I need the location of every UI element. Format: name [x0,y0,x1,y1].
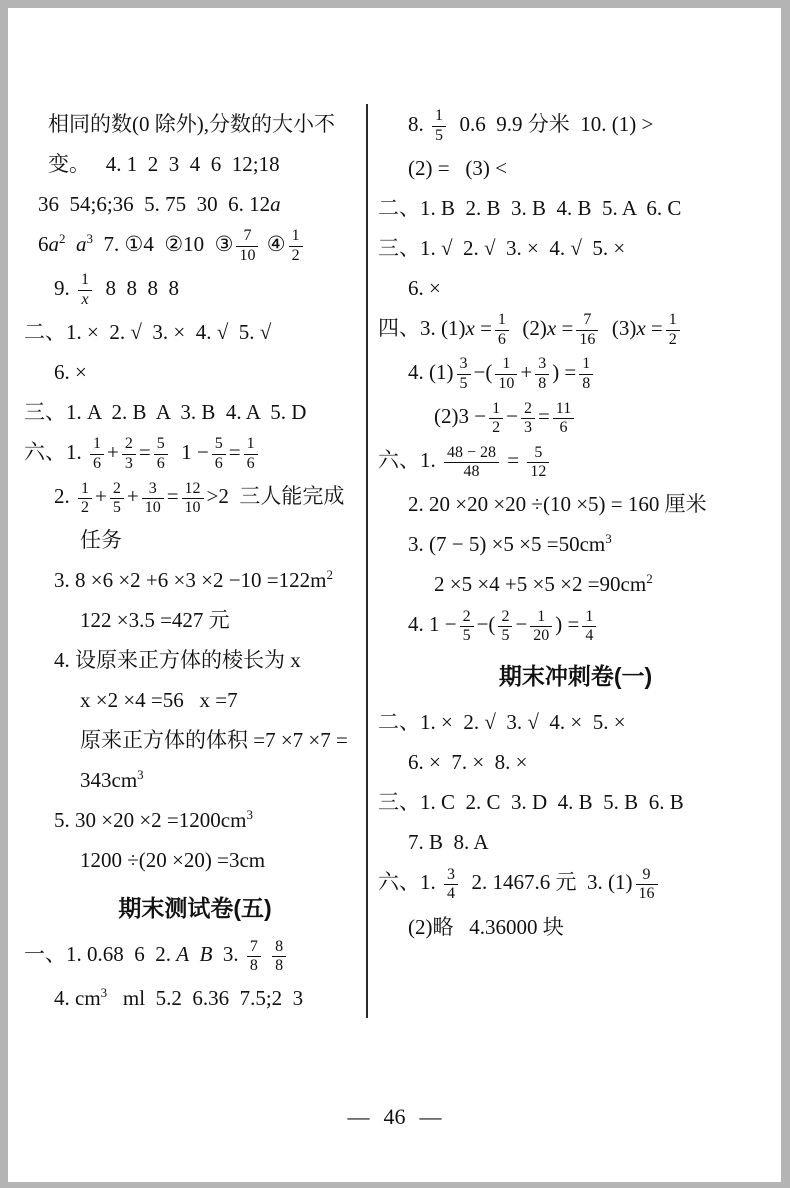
answer-line [54,640,366,680]
italic-text-run: B [199,942,213,967]
text-run: − [506,404,518,429]
text-run: 二、1. B 2. B 3. B 4. B 5. A 6. C [378,196,682,221]
answer-line [80,760,366,800]
fraction: $\frac{1}{20}$ [530,608,552,646]
fraction: $\frac{2}{5}$ [460,608,474,646]
superscript: 2 [646,571,653,587]
text-run: 3. (7 − 5) ×5 ×5 =50cm [408,532,606,557]
text-run: = [228,440,241,465]
answer-line [408,524,773,564]
answer-line [378,862,773,906]
footer-dash-left: — [347,1104,370,1129]
answer-line [54,352,366,392]
italic-text-run: x [465,316,475,341]
answer-line [408,604,773,648]
text-run: 5. 30 ×20 ×2 =1200cm [54,808,247,833]
text-run: −( [476,612,496,637]
text-run: 343cm [80,768,138,793]
answer-line [80,720,366,760]
fraction: $\frac{3}{4}$ [444,866,458,904]
fraction: $\frac{48 - 28}{48}$ [444,444,499,482]
text-run: 期末冲刺卷(一) [498,663,653,690]
fraction: $\frac{2}{5}$ [110,480,124,518]
text-run: 1200 ÷(20 ×20) =3cm [80,848,266,873]
text-run: 6. × [54,360,87,385]
text-run: = [537,404,550,429]
fraction: $\frac{5}{6}$ [154,435,168,473]
answer-line [408,742,773,782]
text-run: 6. × [408,276,441,301]
fraction: $\frac{1}{2}$ [289,227,303,265]
superscript: 2 [326,567,333,583]
text-run: = [138,440,151,465]
fraction: $\frac{7}{16}$ [576,311,598,349]
text-run: 9. [54,276,75,301]
answer-line [38,224,366,268]
superscript: 3 [86,231,93,246]
answer-line [54,476,366,520]
text-run: 任务 [80,528,122,553]
text-run: 4. (1) [408,360,454,385]
answer-line [408,148,773,188]
fraction: $\frac{1}{4}$ [582,608,596,646]
answer-line [378,782,773,822]
fraction: $\frac{5}{12}$ [527,444,549,482]
text-run: ) = [552,360,577,385]
text-run: (2) = (3) < [408,156,507,181]
text-run: 4. 1 − [408,612,457,637]
text-run: ml 5.2 6.36 7.5;2 3 [107,986,304,1011]
text-run: + [95,484,107,509]
text-run: 7. ①4 ②10 ③ [93,232,234,256]
text-run: (2)略 4.36000 块 [408,914,564,939]
text-run: 二、1. × 2. √ 3. √ 4. × 5. × [378,710,626,735]
answer-line [408,104,773,148]
text-run: 2 ×5 ×4 +5 ×5 ×2 =90cm [434,572,647,597]
text-run: 三、1. A 2. B A 3. B 4. A 5. D [24,400,307,425]
text-run: 期末测试卷(五) [118,895,272,922]
answer-line [80,520,366,560]
answer-line [434,396,773,440]
text-run: 三、1. C 2. C 3. D 4. B 5. B 6. B [378,790,684,815]
text-run: + [126,484,139,509]
answers-column-left [24,104,366,1018]
text-run [66,232,77,256]
fraction: $\frac{5}{6}$ [212,435,226,473]
answer-line [408,268,773,308]
answer-line [408,484,773,524]
footer-dash-right: — [419,1104,442,1129]
answer-line [54,800,366,840]
answer-line [48,104,366,144]
answer-line [80,680,366,720]
text-run: (3) [601,316,637,341]
answer-line [24,934,366,978]
answer-line [24,312,366,352]
text-run: 六、1. [378,448,441,473]
scanned-page [8,8,781,1182]
text-run: 4. cm [54,986,101,1011]
answer-line [408,907,773,947]
fraction: $\frac{2}{3}$ [521,400,535,438]
fraction: $\frac{1}{6}$ [244,435,258,473]
answer-line [38,184,366,224]
fraction: $\frac{3}{10}$ [142,480,164,518]
text-run: 一、1. 0.68 6 2. [24,942,177,967]
fraction: $\frac{7}{10}$ [236,227,258,265]
text-run: 变。 4. 1 2 3 4 6 12;18 [48,152,280,176]
text-run: x ×2 ×4 =56 x =7 [80,688,238,713]
text-run: 1 − [170,440,209,465]
text-run: 122 ×3.5 =427 元 [80,608,230,633]
answer-line [378,308,773,352]
fraction: $\frac{9}{16}$ [636,866,658,904]
fraction: $\frac{1}{6}$ [90,435,104,473]
fraction: $\frac{2}{5}$ [498,608,512,646]
text-run: 三、1. √ 2. √ 3. × 4. √ 5. × [378,236,626,261]
italic-text-run: a [270,192,281,216]
text-run: = [166,484,179,509]
italic-text-run: x [546,316,557,341]
text-run: ) = [555,612,580,637]
text-run: 相同的数(0 除外),分数的大小不 [48,112,335,136]
answer-line [378,188,773,228]
answer-line [378,702,773,742]
text-run: 7. B 8. A [408,830,489,855]
italic-text-run: a [76,232,87,256]
text-run: 8 8 8 8 [95,276,179,301]
text-run: 原来正方体的体积 =7 ×7 ×7 = [80,728,348,753]
answer-line [54,978,366,1018]
text-run: 6 [38,232,49,256]
answer-key-content [24,104,773,1018]
text-run: 六、1. [24,440,87,465]
superscript: 3 [137,767,144,783]
fraction: $\frac{1}{8}$ [579,355,593,393]
text-run: ④ [261,232,286,256]
fraction: $\frac{1}{10}$ [495,355,517,393]
text-run: 2. [54,484,75,509]
fraction: $\frac{1}{x}$ [78,271,92,309]
text-run: 0.6 9.9 分米 10. (1) > [449,112,654,136]
text-run: (2) [511,316,547,341]
fraction: $\frac{3}{8}$ [535,355,549,393]
text-run: −( [473,360,493,385]
text-run: = [502,448,525,473]
answer-line [24,392,366,432]
superscript: 3 [605,531,612,547]
answer-line [54,560,366,600]
text-run [189,942,200,966]
text-run: 3. 8 ×6 ×2 +6 ×3 ×2 −10 =122m [54,568,327,593]
text-run: 6. × 7. × 8. × [408,750,528,775]
fraction: $\frac{8}{8}$ [272,938,286,976]
italic-text-run: a [48,232,59,256]
fraction: $\frac{7}{8}$ [247,938,261,976]
section-heading [378,656,773,696]
fraction: $\frac{1}{2}$ [489,400,503,438]
fraction: $\frac{1}{2}$ [78,480,92,518]
fraction: $\frac{1}{5}$ [432,107,446,145]
answer-line [54,268,366,312]
answer-line [378,440,773,484]
section-heading [24,888,366,928]
answers-column-right [366,104,773,1018]
text-run: 2. 20 ×20 ×20 ÷(10 ×5) = 160 厘米 [408,492,707,517]
text-run: (2)3 − [434,404,487,429]
text-run: 二、1. × 2. √ 3. × 4. √ 5. √ [24,320,272,345]
superscript: 3 [100,985,108,1001]
fraction: $\frac{11}{6}$ [553,400,574,438]
answer-line [378,228,773,268]
text-run: 四、3. (1) [378,316,466,341]
text-run: 六、1. [378,870,441,895]
page-footer [8,1104,781,1130]
fraction: $\frac{2}{3}$ [122,435,136,473]
text-run: − [515,612,528,637]
answer-line [80,600,366,640]
text-run: + [520,360,533,385]
fraction: $\frac{1}{6}$ [495,311,509,349]
text-run: 4. 设原来正方体的棱长为 x [54,648,301,673]
fraction: $\frac{1}{2}$ [666,311,680,349]
page-number: 46 [383,1104,406,1129]
italic-text-run: A [176,942,190,967]
answer-line [80,840,366,880]
text-run [264,942,269,966]
answer-line [434,564,773,604]
text-run: = [645,316,663,341]
superscript: 3 [246,807,253,823]
answer-line [24,432,366,476]
text-run: 36 54;6;36 5. 75 30 6. 12 [38,192,271,216]
text-run: = [556,316,574,341]
text-run: 8. [408,112,429,136]
text-run: 3. [212,942,244,967]
fraction: $\frac{3}{5}$ [457,355,471,393]
answer-line [48,144,366,184]
text-run: = [474,316,492,341]
text-run: + [107,440,119,465]
text-run: 2. 1467.6 元 3. (1) [461,870,633,895]
answer-line [408,352,773,396]
fraction: $\frac{12}{10}$ [182,480,204,518]
text-run: >2 三人能完成 [206,484,345,509]
italic-text-run: x [636,316,646,341]
answer-line [408,822,773,862]
superscript: 2 [59,231,66,246]
